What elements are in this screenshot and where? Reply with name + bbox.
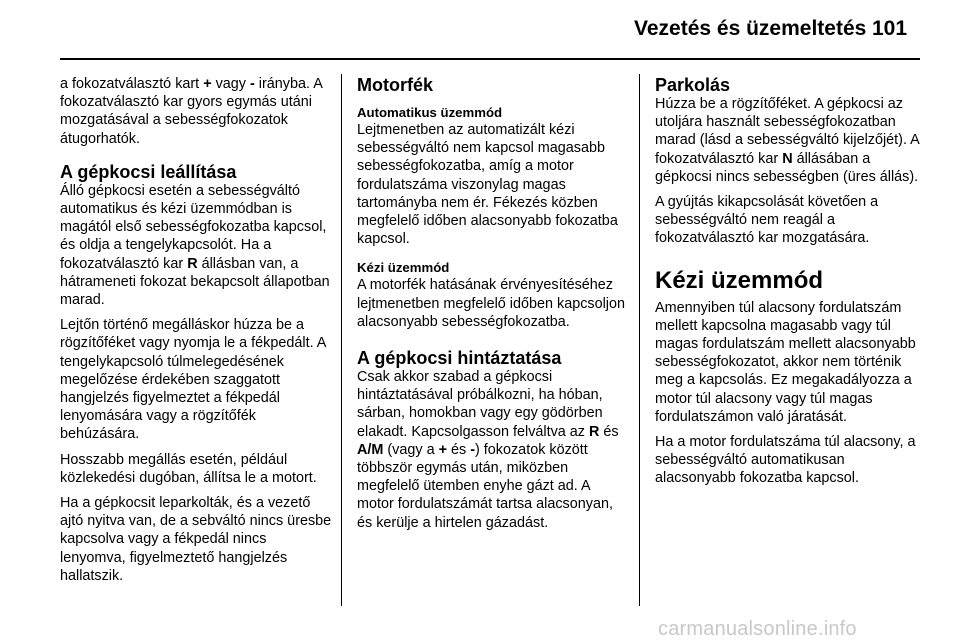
intro-paragraph: a fokozatválasztó kart + vagy - irányba. A fokozatválasztó kar gyors egymás utáni mozgatásával a sebességfokozatok átugorhatók. <box>60 76 322 147</box>
paragraph: Ha a gépkocsit leparkolták, és a vezető ajtó nyitva van, de a sebváltó nincs üresbe kapcsolva vagy a fékpedál nincs lenyomva, figyelmeztető hangjelzés hallatszik. <box>60 495 332 584</box>
column-3 <box>655 75 923 495</box>
paragraph: Lejtmenetben az automatizált kézi sebességváltó nem kapcsol magasabb sebességfokozatba, amíg a motor fordulatszáma viszonylag magas tartományba nem ér. Fékezés közben megfelelő időben alacsonyabb fokozatba kapcsol. <box>357 122 618 248</box>
section-heading-manual-mode: Kézi üzemmód <box>655 266 824 294</box>
paragraph: Ha a motor fordulatszáma túl alacsony, a sebességváltó automatikusan alacsonyabb fokozatba kapcsol. <box>655 434 916 487</box>
page-header <box>0 0 960 62</box>
paragraph: Álló gépkocsi esetén a sebességváltó automatikus és kézi üzemmódban is magától első sebességfokozatba kapcsol, és oldja a tengelykapcsolót. Ha a fokozatválasztó kar R állásban van, a hátrameneti fokozat bekapcsolt állapotban marad. <box>60 182 330 309</box>
paragraph: Lejtőn történő megálláskor húzza be a rögzítőféket vagy nyomja le a fékpedált. A tengelykapcsoló túlmelegedésének megelőzése érdekében szaggatott hangjelzés figyelmeztet a fékpedál lenyomására vagy a rögzítőfék behúzására. <box>60 317 326 443</box>
page-number: 101 <box>872 17 908 40</box>
section-heading-stopping: A gépkocsi leállítása <box>60 161 237 182</box>
column-2 <box>357 75 627 539</box>
subheading-automatic: Automatikus üzemmód <box>357 105 503 120</box>
column-divider-1 <box>341 74 342 606</box>
paragraph: Húzza be a rögzítőféket. A gépkocsi az utoljára használt sebességfokozatban marad (lásd a sebességváltó kijelzőjét). A fokozatválasztó kar N állásában a gépkocsi nincs sebességben (üres állás). <box>655 96 919 185</box>
column-1 <box>60 75 332 592</box>
paragraph: A gyújtás kikapcsolását követően a sebességváltó nem reagál a fokozatválasztó kar mozgatására. <box>655 194 879 247</box>
running-title: Vezetés és üzemeltetés <box>634 17 867 40</box>
subheading-manual: Kézi üzemmód <box>357 260 450 276</box>
paragraph: A motorfék hatásának érvényesítéséhez lejtmenetben megfelelő időben kapcsoljon alacsonyabb sebességfokozatba. <box>357 277 626 330</box>
section-heading-parking: Parkolás <box>655 75 731 95</box>
section-heading-engine-brake: Motorfék <box>357 75 433 95</box>
section-heading-rocking: A gépkocsi hintáztatása <box>357 348 562 369</box>
column-divider-2 <box>639 74 640 606</box>
header-divider <box>60 58 920 60</box>
paragraph: Hosszabb megállás esetén, például közlekedési dugóban, állítsa le a motort. <box>60 451 317 486</box>
paragraph: Csak akkor szabad a gépkocsi hintáztatásával próbálkozni, ha hóban, sárban, homokban vagy egy gödörben elakadt. Kapcsolgasson felváltva az R és A/M (vagy a + és -) fokozatok között többször egymás után, miközben megfelelő ütemben enyhe gázt ad. A motor fordulatszámát tartsa alacsonyan, és kerülje a hirtelen gázadást. <box>357 369 619 531</box>
paragraph: Amennyiben túl alacsony fordulatszám mellett kapcsolna magasabb vagy túl magas fordulatszám mellett alacsonyabb sebességfokozatot, akkor nem történik meg a kapcsolás. Ez megakadályozza a motor túl alacsony vagy túl magas fordulatszámon való járatását. <box>655 299 916 425</box>
watermark-text: carmanualsonline.info <box>658 618 857 640</box>
